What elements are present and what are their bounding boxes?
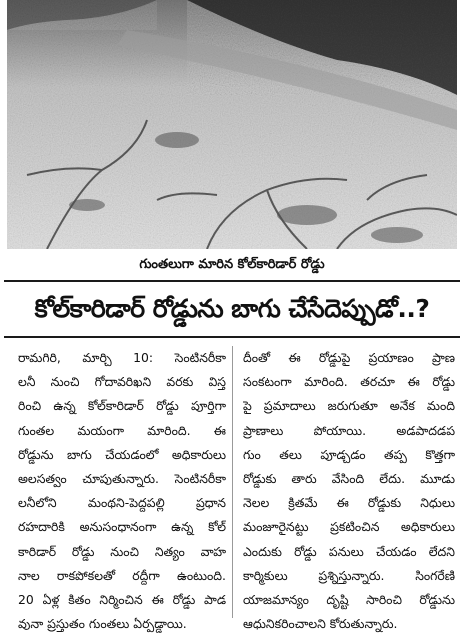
article-line: రోడ్డుకు తారు వేసింది లేదు. మూడు xyxy=(243,471,455,487)
article-line: గుంతల మయంగా మారింది. ఈ xyxy=(18,422,226,438)
article-line: రోడ్డును బాగు చేయడంలో అధికారులు xyxy=(18,446,226,462)
article-line: యాజమాన్యం దృష్టి సారించి రోడ్డును xyxy=(243,592,455,608)
article-line: ప్రాణాలు పోయాయి. అడపాదడప xyxy=(243,422,455,438)
article-line: నాల రాకపోకలతో రద్దీగా ఉంటుంది. xyxy=(18,567,226,583)
road-photo-art xyxy=(7,0,457,249)
article-line: పై ప్రమాదాలు జరుగుతూ అనేక మంది xyxy=(243,398,455,414)
article-line: దీంతో ఈ రోడ్డుపై ప్రయాణం ప్రాణ xyxy=(243,350,455,365)
article-line: మంజూరైనట్టు ప్రకటించిన అధికారులు xyxy=(243,519,455,535)
article-line: రామగిరి, మార్చి 10: సెంటినరీకా xyxy=(18,350,226,365)
article-line: కార్మికులు ప్రశ్నిస్తున్నారు. సింగరేణి xyxy=(243,567,455,583)
article-line: 20 ఏళ్ల కితం నిర్మించిన ఈ రోడ్డు పాడ xyxy=(18,592,226,608)
article-line: రహదారికి అనుసంధానంగా ఉన్న కోల్ xyxy=(18,519,226,535)
road-photo xyxy=(7,0,457,249)
article-line: ఎందుకు రోడ్డు పనులు చేయడం లేదని xyxy=(243,543,455,559)
article-line: అలసత్వం చూపుతున్నారు. సెంటినరీకా xyxy=(18,471,226,487)
headline: కోల్‌కారిడార్ రోడ్డును బాగు చేసేదెప్పుడో..? xyxy=(34,294,430,323)
article-line: నెలల క్రితమే ఈ రోడ్డుకు నిధులు xyxy=(243,495,455,511)
article-line: లనీలోని మంథని-పెద్దపల్లి ప్రధాన xyxy=(18,495,226,511)
article-line: రించి ఉన్న కోల్‌కారిడార్ రోడ్డు పూర్తిగా xyxy=(18,398,226,414)
article-line: వునా ప్రస్తుతం గుంతలు ఏర్పడ్డాయి. xyxy=(18,616,187,632)
photo-caption: గుంతలుగా మారిన కోల్‌కారిడార్ రోడ్డు xyxy=(139,257,325,272)
bottom-rule xyxy=(4,336,460,338)
article-line: ఆధునికరించాలని కోరుతున్నారు. xyxy=(243,616,398,632)
article-line: లనీ నుంచి గోదావరిఖని వరకు విస్త xyxy=(18,374,226,390)
article-line: సంకటంగా మారింది. తరచూ ఈ రోడ్డు xyxy=(243,374,455,390)
article-column-left xyxy=(18,346,226,636)
article-column-right xyxy=(243,346,455,636)
top-rule xyxy=(4,280,460,282)
article-line: గుం తలు పూడ్చడం తప్ప కొత్తగా xyxy=(243,446,455,462)
article-line: కారిడార్ రోడ్డు నుంచి నిత్యం వాహ xyxy=(18,543,226,559)
column-divider xyxy=(232,346,233,618)
